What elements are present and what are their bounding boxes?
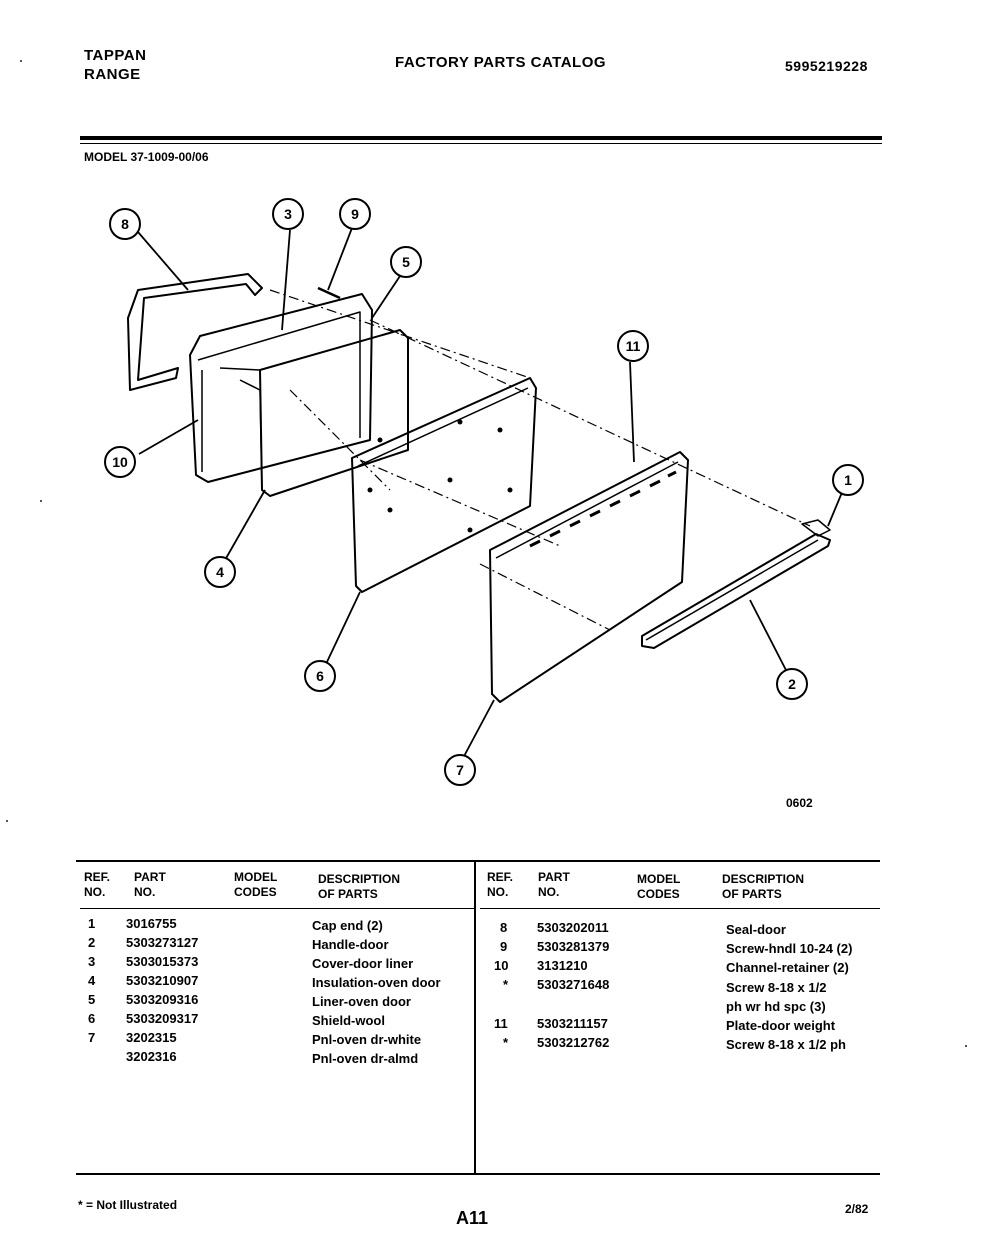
table-row-desc: Liner-oven door [312,994,411,1009]
table-row-ref: 4 [88,973,96,988]
liner-frame-shape [190,294,372,482]
table-row-desc: Channel-retainer (2) [726,960,849,975]
table-row-ref: 7 [88,1030,96,1045]
scan-speck [20,60,22,62]
page-number: A11 [456,1208,489,1228]
table-row-ref: 1 [88,916,96,931]
callout-7: 7 [456,762,464,778]
cap-end-shape [802,520,830,536]
table-row-desc: Screw 8-18 x 1/2 [726,980,827,995]
callout-11: 11 [625,338,641,354]
table-row-ref: 11 [494,1016,508,1031]
scan-speck [965,1045,967,1047]
callout-5: 5 [402,254,410,270]
exploded-parts-diagram [90,190,890,810]
header-desc-left: DESCRIPTION OF PARTS [318,872,401,901]
table-row-desc: Shield-wool [312,1013,385,1028]
brand-block [84,46,146,84]
catalog-title: FACTORY PARTS CATALOG [395,54,607,71]
header-model-left: MODEL CODES [234,870,278,899]
product-type: RANGE [84,66,141,83]
callout-8: 8 [121,216,129,232]
table-row-part: 3202315 [126,1030,177,1045]
handle-shape [642,534,830,648]
table-row-part: 5303210907 [126,973,199,988]
table-row-part: 3016755 [126,916,177,931]
catalog-number: 5995219228 [785,58,868,74]
footnote: * = Not Illustrated [78,1198,178,1212]
table-row-ref: 3 [88,954,96,969]
header-desc-right: DESCRIPTION OF PARTS [722,872,805,901]
model-number: MODEL 37-1009-00/06 [84,150,209,164]
table-row-desc: Insulation-oven door [312,975,441,990]
table-row-ref: 9 [500,939,508,954]
table-row-desc: Plate-door weight [726,1018,836,1033]
scan-speck [6,820,8,822]
header-rule [80,136,882,140]
table-row-part: 5303212762 [537,1035,610,1050]
header-part-left: PART NO. [134,870,166,899]
table-row-ref: 5 [88,992,96,1007]
seal-door-shape [128,274,262,390]
table-row-desc: Screw 8-18 x 1/2 ph [726,1037,846,1052]
header-underline-left [80,908,474,909]
table-row-part: 5303271648 [537,977,610,992]
table-row-part: 5303202011 [537,920,609,935]
scan-speck [40,500,42,502]
table-row-part: 3202316 [126,1049,177,1064]
table-row-ref: * [503,977,509,992]
table-row-desc: ph wr hd spc (3) [726,999,826,1014]
table-row-ref: * [503,1035,509,1050]
door-panel-shape [490,452,688,702]
table-row-part: 5303281379 [537,939,610,954]
table-bottom-rule [76,1173,880,1175]
table-row-desc: Screw-hndl 10-24 (2) [726,941,853,956]
table-top-rule [76,860,880,862]
callout-3: 3 [284,206,292,222]
callout-9: 9 [351,206,359,222]
brand-name: TAPPAN [84,47,147,64]
shield-wool-shape [352,378,536,592]
table-row-part: 5303273127 [126,935,199,950]
table-row-desc: Pnl-oven dr-almd [312,1051,419,1066]
table-row-ref: 6 [88,1011,96,1026]
table-row-part: 5303211157 [537,1016,608,1031]
callout-2: 2 [788,676,796,692]
table-row-desc: Pnl-oven dr-white [312,1032,422,1047]
print-date: 2/82 [845,1202,869,1216]
header-model-right: MODEL CODES [637,872,681,901]
header-underline-right [480,908,880,909]
table-row-ref: 8 [500,920,508,935]
table-row-part: 5303015373 [126,954,199,969]
header-rule-thin [80,143,882,144]
callout-4: 4 [216,564,224,580]
figure-code: 0602 [786,796,813,810]
header-part-right: PART NO. [538,870,570,899]
table-row-desc: Handle-door [312,937,389,952]
table-divider [474,861,476,1175]
table-row-ref: 2 [88,935,96,950]
table-row-desc: Seal-door [726,922,786,937]
table-row-part: 3131210 [537,958,588,973]
table-row-desc: Cap end (2) [312,918,383,933]
callout-10: 10 [112,454,128,470]
table-row-desc: Cover-door liner [312,956,414,971]
header-ref-left: REF. NO. [84,870,111,899]
table-row-part: 5303209316 [126,992,199,1007]
table-row-part: 5303209317 [126,1011,199,1026]
table-row-ref: 10 [494,958,509,973]
callout-6: 6 [316,668,324,684]
header-ref-right: REF. NO. [487,870,514,899]
callout-1: 1 [844,472,852,488]
